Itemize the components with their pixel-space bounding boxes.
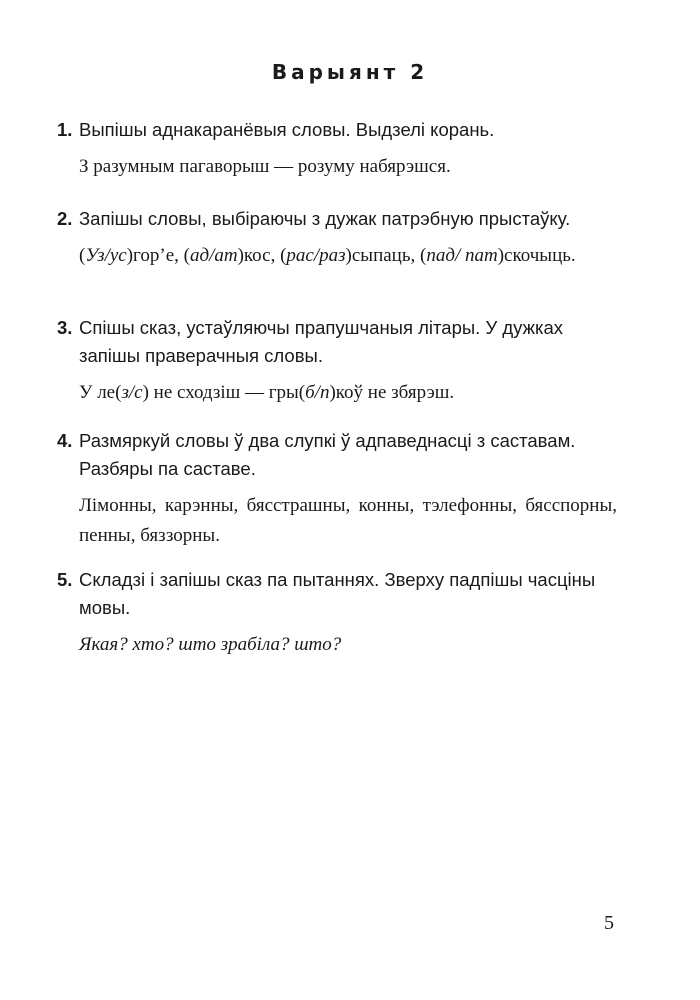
example-part: )гор’е, ( [126, 245, 190, 266]
example-part: )кос, ( [237, 245, 287, 266]
task-3-number: 3. [57, 317, 73, 338]
task-5-instruction-block [57, 566, 617, 622]
example-part-italic: б/п [305, 382, 330, 403]
task-2-example [57, 241, 617, 271]
example-part-italic: пад/ пат [426, 245, 498, 266]
task-1-instruction: Выпішы аднакаранёвыя словы. Выдзелі корань. [79, 119, 495, 140]
task-1-number: 1. [57, 119, 73, 140]
task-4-example: Лімонны, карэнны, бясстрашны, конны, тэлефонны, бясспорны, пенны, бяззорны. [79, 495, 617, 546]
task-4-number: 4. [57, 430, 73, 451]
task-1-instruction-block [57, 116, 617, 144]
task-1 [57, 116, 617, 182]
task-1-example: З разумным пагаворыш — розуму набярэшся. [79, 156, 451, 177]
example-part-italic: Уз/ус [85, 245, 127, 266]
task-5-example: Якая? хто? што зрабіла? што? [79, 634, 342, 655]
example-part: )коў не збярэш. [329, 382, 455, 403]
example-part: )скочыць. [497, 245, 576, 266]
task-5 [57, 566, 617, 660]
task-5-instruction: Складзі і запішы сказ па пытаннях. Зверху падпішы часціны мовы. [79, 569, 596, 618]
task-4 [57, 427, 617, 551]
task-3-instruction-block [57, 314, 617, 370]
page-title: Варыянт 2 [271, 60, 429, 84]
example-part: )сыпаць, ( [345, 245, 427, 266]
example-part: ( [79, 245, 86, 266]
task-3-example [57, 378, 617, 408]
example-part-italic: рас/раз [286, 245, 346, 266]
task-2-instruction-block [57, 205, 617, 233]
page-number: 5 [604, 912, 614, 934]
task-2 [57, 205, 617, 271]
task-5-number: 5. [57, 569, 73, 590]
example-part: У ле( [79, 382, 122, 403]
task-4-instruction: Размяркуй словы ў два слупкі ў адпаведнасці з саставам. Разбяры па саставе. [79, 430, 576, 479]
example-part-italic: ад/ат [189, 245, 238, 266]
task-2-instruction: Запішы словы, выбіраючы з дужак патрэбную прыстаўку. [79, 208, 571, 229]
task-3 [57, 314, 617, 408]
example-part-italic: з/с [121, 382, 143, 403]
task-2-number: 2. [57, 208, 73, 229]
example-part: ) не сходзіш — гры( [142, 382, 306, 403]
task-4-instruction-block [57, 427, 617, 483]
task-3-instruction: Спішы сказ, устаўляючы прапушчаныя літары. У дужках запішы праверачныя словы. [79, 317, 563, 366]
